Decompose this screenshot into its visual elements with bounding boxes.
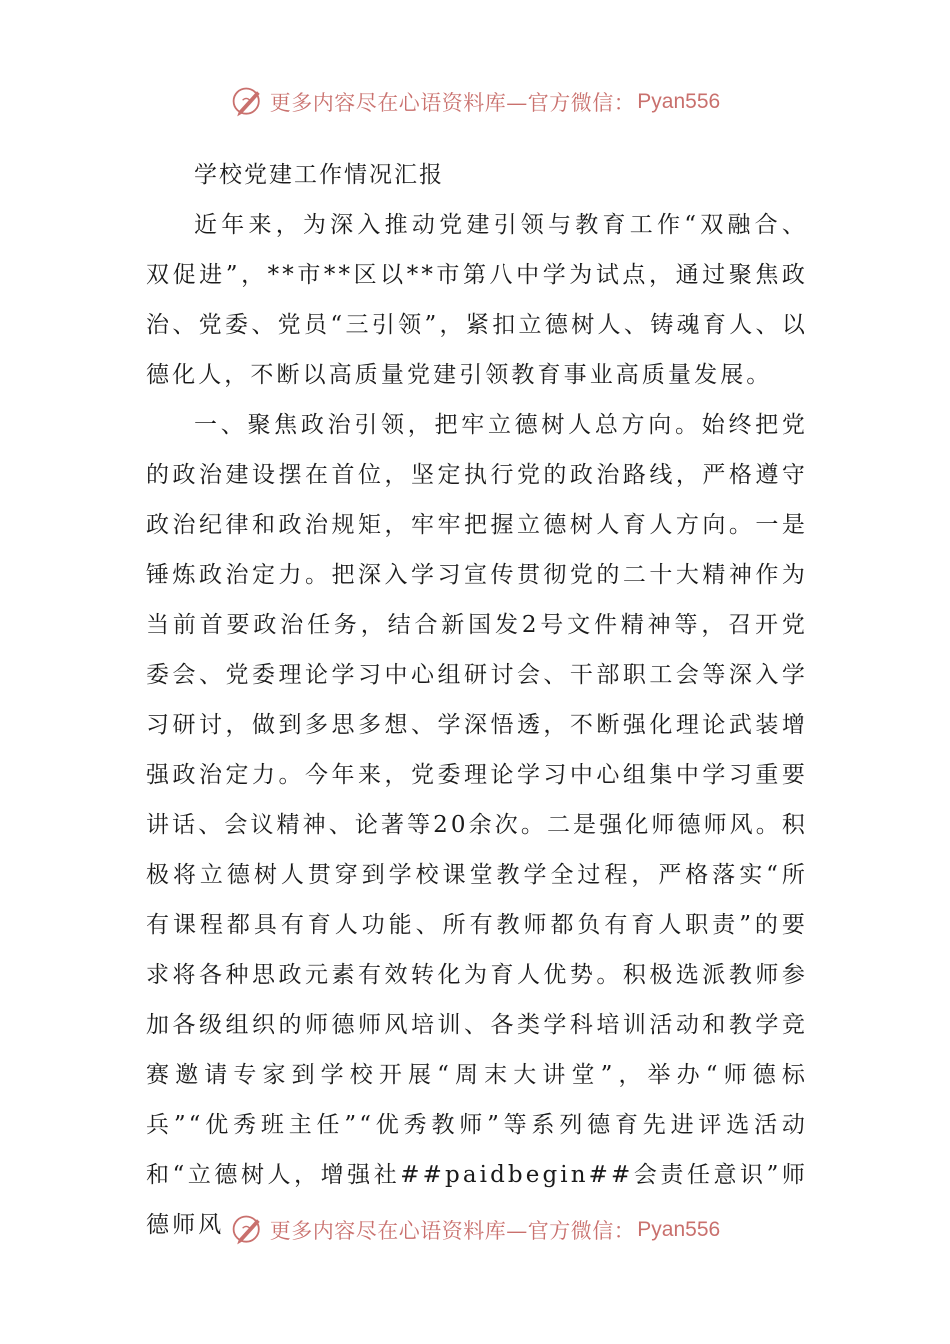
paragraph-section-1: 一、聚焦政治引领，把牢立德树人总方向。始终把党的政治建设摆在首位，坚定执行党的政治路线，严格遵守政治纪律和政治规矩，牢牢把握立德树人育人方向。一是锤炼政治定力。把深入学习宣传贯彻党的二十大精神作为当前首要政治任务，结合新国发2号文件精神等，召开党委会、党委理论学习中心组研讨会、干部职工会等深入学习研讨，做到多思多想、学深悟透，不断强化理论武装增强政治定力。今年来，党委理论学习中心组集中学习重要讲话、会议精神、论著等20余次。二是强化师德师风。积极将立德树人贯穿到学校课堂教学全过程，严格落实“所有课程都具有育人功能、所有教师都负有育人职责”的要求将各种思政元素有效转化为育人优势。积极选派教师参加各级组织的师德师风培训、各类学科培训活动和教学竞赛邀请专家到学校开展“周末大讲堂”，举办“师德标兵”“优秀班主任”“优秀教师”等系列德育先进评选活动和“立德树人，增强社##paidbegin##会责任意识”师德师风	[146, 412, 808, 1238]
paragraph-intro: 近年来，为深入推动党建引领与教育工作“双融合、双促进”，**市**区以**市第八中学为试点，通过聚焦政治、党委、党员“三引领”，紧扣立德树人、铸魂育人、以德化人，不断以高质量党建引领教育事业高质量发展。	[146, 212, 808, 388]
watermark-wechat-id: Pyan556	[637, 1218, 721, 1241]
watermark-wechat-id: Pyan556	[637, 90, 721, 113]
pen-logo-icon	[230, 84, 266, 120]
document-body	[146, 150, 808, 1250]
document-title: 学校党建工作情况汇报	[194, 162, 444, 188]
header-watermark	[0, 82, 950, 122]
watermark-text: 更多内容尽在心语资料库—官方微信：	[269, 1219, 636, 1243]
watermark-text: 更多内容尽在心语资料库—官方微信：	[269, 91, 636, 115]
footer-watermark	[0, 1210, 950, 1250]
pen-logo-icon	[230, 1212, 266, 1248]
